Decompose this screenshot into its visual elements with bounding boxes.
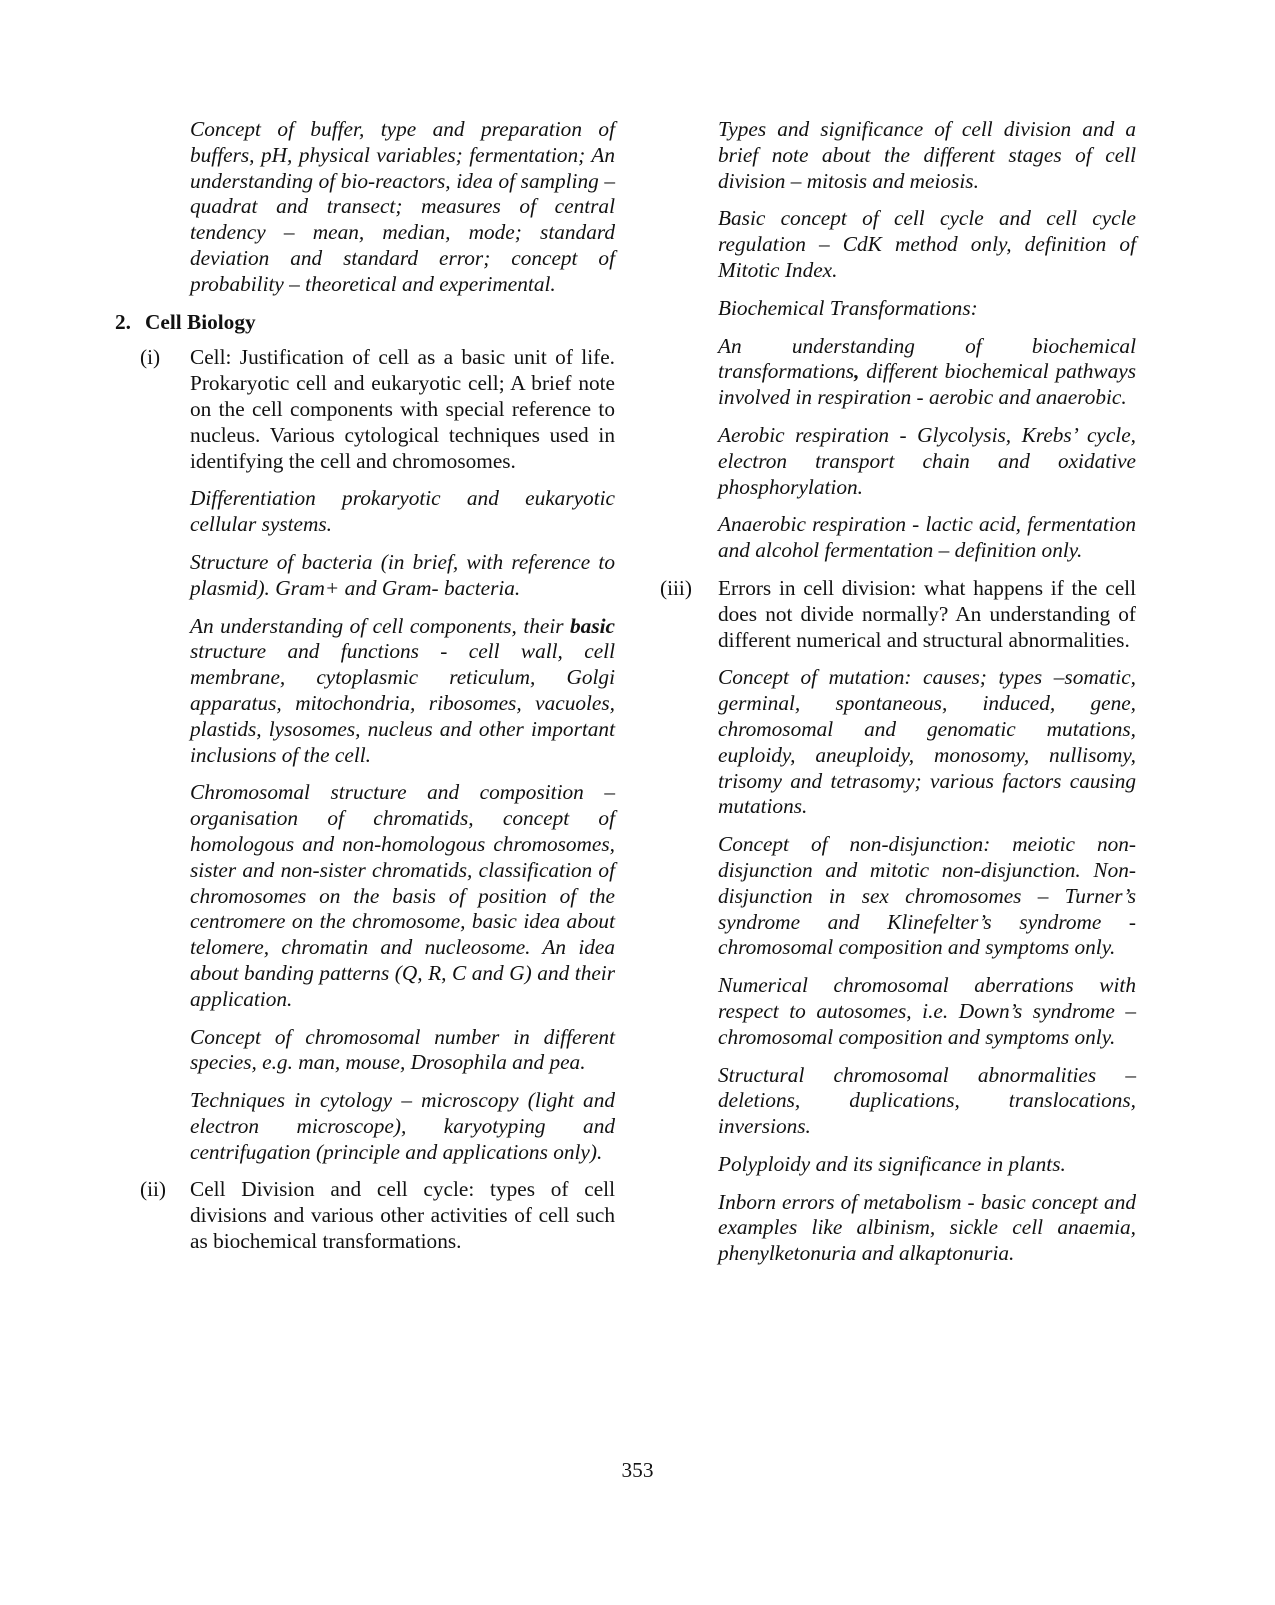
non-disjunction-paragraph: Concept of non-disjunction: meiotic non-disjunction and mitotic non-disjunction. Non-disjunction in sex chromosomes – Turner’s syndrome and Klinefelter’s syndrome - chromosomal composition and symptoms only. — [718, 832, 1136, 960]
chromosomal-structure-paragraph: Chromosomal structure and composition – organisation of chromatids, concept of homologous and non-homologous chromosomes, sister and non-sister chromatids, classification of chromosomes on the basis of position of the centromere on the chromosome, basic idea about telomere, chromatin and nucleosome. An idea about banding patterns (Q, R, C and G) and their application. — [190, 780, 615, 1011]
intro-paragraph: Concept of buffer, type and preparation of buffers, pH, physical variables; fermentation; An understanding of bio-reactors, idea of sampling – quadrat and transect; measures of central tendency – mean, median, mode; standard deviation and standard error; concept of probability – theoretical and experimental. — [190, 117, 615, 296]
section-heading — [115, 310, 615, 336]
list-label-i: (i) — [140, 345, 161, 370]
right-column — [660, 117, 1136, 1279]
components-text-start: An understanding of cell components, their — [190, 613, 571, 638]
list-text-i: Cell: Justification of cell as a basic unit of life. Prokaryotic cell and eukaryotic cell; A brief note on the cell components with special reference to nucleus. Various cytological techniques used in identifying the cell and chromosomes. — [190, 345, 615, 473]
left-column — [115, 117, 615, 1267]
anaerobic-paragraph: Anaerobic respiration - lactic acid, fermentation and alcohol fermentation – definition only. — [718, 512, 1136, 563]
differentiation-paragraph: Differentiation prokaryotic and eukaryotic cellular systems. — [190, 486, 615, 537]
list-item-i — [140, 345, 615, 474]
inborn-errors-paragraph: Inborn errors of metabolism - basic concept and examples like albinism, sickle cell anaemia, phenylketonuria and alkaptonuria. — [718, 1189, 1136, 1266]
section-title: Cell Biology — [145, 309, 256, 334]
section-number: 2. — [115, 309, 131, 334]
biochem-bold-comma: , — [854, 359, 860, 384]
page-number: 353 — [621, 1458, 654, 1482]
mutation-paragraph: Concept of mutation: causes; types –somatic, germinal, spontaneous, induced, gene, chromosomal and genomatic mutations, euploidy, aneuploidy, monosomy, nullisomy, trisomy and tetrasomy; various factors causing mutations. — [718, 665, 1136, 819]
structural-abnormalities-paragraph: Structural chromosomal abnormalities – deletions, duplications, translocations, inversions. — [718, 1062, 1136, 1139]
chromosomal-number-paragraph: Concept of chromosomal number in different species, e.g. man, mouse, Drosophila and pea. — [190, 1024, 615, 1075]
cell-components-paragraph — [190, 614, 615, 769]
biochem-text-end: different biochemical pathways involved in respiration - aerobic and anaerobic. — [718, 359, 1136, 410]
aerobic-paragraph: Aerobic respiration - Glycolysis, Krebs’ cycle, electron transport chain and oxidative phosphorylation. — [718, 422, 1136, 499]
list-text-ii: Cell Division and cell cycle: types of cell divisions and various other activities of cell such as biochemical transformations. — [190, 1177, 615, 1254]
bacteria-paragraph: Structure of bacteria (in brief, with reference to plasmid). Gram+ and Gram- bacteria. — [190, 549, 615, 600]
numerical-aberrations-paragraph: Numerical chromosomal aberrations with respect to autosomes, i.e. Down’s syndrome –chromosomal composition and symptoms only. — [718, 973, 1136, 1049]
biochemical-paragraph — [718, 334, 1136, 411]
list-item-iii — [660, 575, 1136, 653]
polyploidy-paragraph: Polyploidy and its significance in plants. — [718, 1151, 1066, 1176]
list-text-iii: Errors in cell division: what happens if the cell does not divide normally? An understanding of different numerical and structural abnormalities. — [718, 575, 1136, 652]
list-item-ii — [140, 1177, 615, 1254]
biochem-text-start: An understanding of biochemical transformations — [718, 333, 1136, 384]
biochemical-heading: Biochemical Transformations: — [718, 295, 978, 320]
components-text-end: structure and functions - cell wall, cell membrane, cytoplasmic reticulum, Golgi apparatus, mitochondria, ribosomes, vacuoles, plastids, lysosomes, nucleus and other important inclusions of the cell. — [190, 639, 615, 767]
list-label-ii: (ii) — [140, 1177, 167, 1202]
cell-cycle-paragraph: Basic concept of cell cycle and cell cycle regulation – CdK method only, definition of Mitotic Index. — [718, 206, 1136, 282]
cell-division-types-paragraph: Types and significance of cell division and a brief note about the different stages of cell division – mitosis and meiosis. — [718, 117, 1136, 193]
techniques-paragraph: Techniques in cytology – microscopy (light and electron microscope), karyotyping and centrifugation (principle and applications only). — [190, 1088, 615, 1164]
list-label-iii: (iii) — [660, 575, 692, 600]
components-bold-word: basic — [570, 613, 615, 638]
